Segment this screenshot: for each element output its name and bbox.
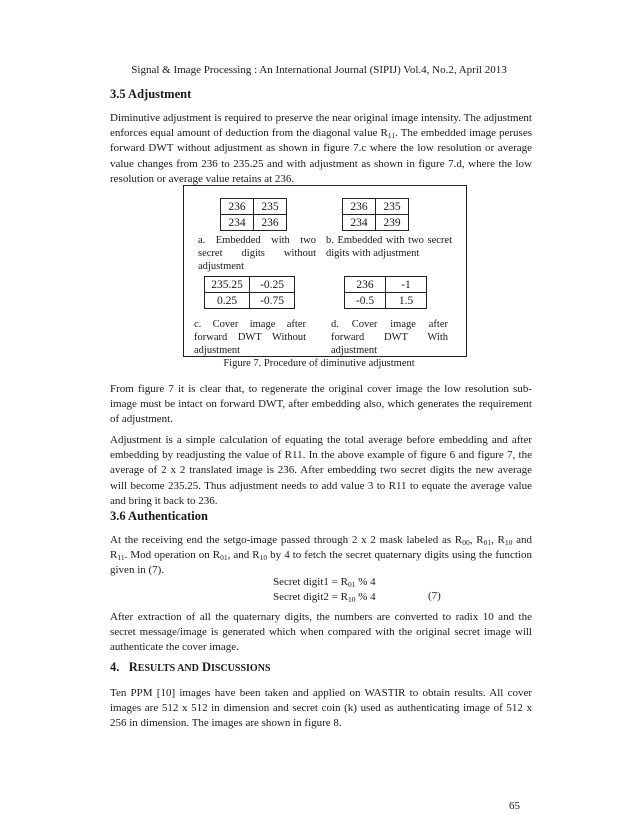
matrix-d-cell: -0.5 — [345, 293, 386, 309]
section-title-results: 4. RESULTS AND DISCUSSIONS — [110, 660, 271, 674]
journal-header: Signal & Image Processing : An International Journal (SIPIJ) Vol.4, No.2, April 2013 — [131, 64, 507, 76]
matrix-d-cell: 236 — [345, 277, 386, 293]
matrix-c-cell: 0.25 — [205, 293, 250, 309]
matrix-a-cell: 234 — [221, 215, 254, 231]
figure-7-box — [183, 185, 467, 357]
paragraph-extraction: After extraction of all the quaternary digits, the numbers are converted to radix 10 and the secret message/image is generated which when compared with the original secret image will authenticate the cover image. — [110, 611, 532, 654]
caption-a: a. Embedded with two secret digits without adjustment — [198, 235, 316, 272]
equation-number: (7) — [428, 590, 441, 602]
matrix-b-cell: 234 — [343, 215, 376, 231]
matrix-b-cell: 235 — [376, 199, 409, 215]
matrix-b-cell: 239 — [376, 215, 409, 231]
page-number: 65 — [509, 800, 520, 812]
matrix-d-cell: -1 — [386, 277, 427, 293]
matrix-c-cell: -0.75 — [250, 293, 295, 309]
caption-c: c. Cover image after forward DWT Without adjustment — [194, 319, 306, 356]
paragraph-adjustment-calculation: Adjustment is a simple calculation of equating the total average before embedding and after embedding by readjusting the value of R11. In the above example of figure 6 and figure 7, the average of 2 x 2 translated image is 236. After embedding two secret digits the new average will become 235.25. Thus adjustment needs to add value 3 to R11 to equate the average value and bring it back to 236. — [110, 434, 532, 507]
matrix-c-cell: -0.25 — [250, 277, 295, 293]
matrix-a-cell: 235 — [254, 199, 287, 215]
matrix-c — [204, 276, 295, 309]
equation-secret-digit1: Secret digit1 = $R_{01}$ % 4 — [273, 576, 376, 589]
paragraph-adjustment-intro: Diminutive adjustment is required to preserve the near original image intensity. The adjustment enforces equal amount of deduction from the diagonal value $R_{11}$. The embedded image peruses forward DWT without adjustment as shown in figure 7.c where the low resolution or average value changes from 236 to 235.25 and with adjustment as shown in figure 7.d, where the low resolution or average value retains at 236. — [110, 112, 532, 185]
caption-b: b. Embedded with two secret digits with adjustment — [326, 235, 452, 259]
caption-d: d. Cover image after forward DWT With adjustment — [331, 319, 448, 356]
section-title-authentication: 3.6 Authentication — [110, 509, 208, 523]
matrix-b-cell: 236 — [343, 199, 376, 215]
paragraph-figure7-explanation: From figure 7 it is clear that, to regenerate the original cover image the low resolution sub-image must be intact on forward DWT, after embedding also, which generates the requirement of adjustment. — [110, 383, 532, 426]
paragraph-authentication: At the receiving end the setgo-image passed through 2 x 2 mask labeled as $R_{00}$, $R_{01}$, $R_{10}$ and $R_{11}$. Mod operation on $R_{01}$, and $R_{10}$ by 4 to fetch the secret quaternary digits using the function given in (7). — [110, 534, 533, 577]
equation-secret-digit2: Secret digit2 = $R_{10}$ % 4 — [273, 591, 376, 604]
matrix-a-cell: 236 — [221, 199, 254, 215]
paragraph-results: Ten PPM [10] images have been taken and applied on WASTIR to obtain results. All cover images are 512 x 512 in dimension and secret coin (k) used as authenticating image of 512 x 256 in dimension. The images are shown in figure 8. — [110, 687, 532, 730]
matrix-b — [342, 198, 409, 231]
section-title-adjustment: 3.5 Adjustment — [110, 87, 192, 101]
matrix-d — [344, 276, 427, 309]
matrix-c-cell: 235.25 — [205, 277, 250, 293]
matrix-a-cell: 236 — [254, 215, 287, 231]
figure-7-caption: Figure 7. Procedure of diminutive adjustment — [223, 358, 415, 369]
matrix-d-cell: 1.5 — [386, 293, 427, 309]
matrix-a — [220, 198, 287, 231]
